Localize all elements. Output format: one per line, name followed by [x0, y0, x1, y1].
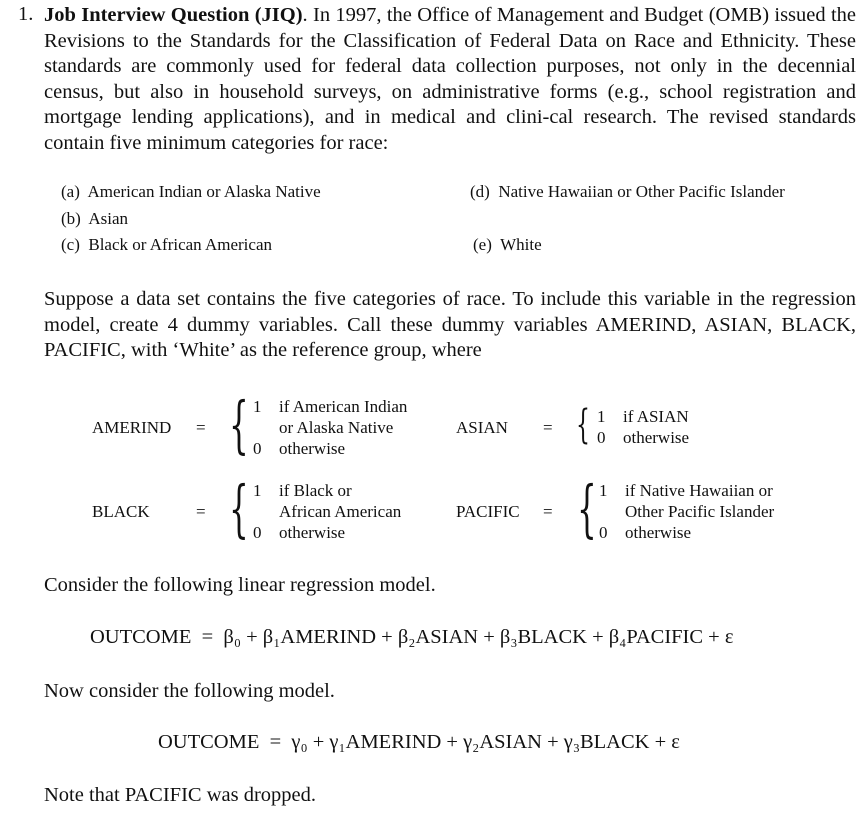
- consider-linear-model: Consider the following linear regression model.: [44, 574, 436, 596]
- category-label: (d): [470, 182, 490, 201]
- pacific-one: 1: [599, 481, 608, 500]
- pacific-zero-text: otherwise: [625, 523, 692, 542]
- pacific-one-text-1: if Native Hawaiian or: [625, 481, 773, 500]
- pacific-zero: 0: [599, 523, 608, 542]
- category-label: (c): [61, 235, 80, 254]
- amerind-zero: 0: [253, 439, 262, 458]
- category-c: [61, 235, 272, 255]
- amerind-brace: {: [229, 388, 249, 461]
- category-label: (b): [61, 209, 81, 228]
- consider-second-model: Now consider the following model.: [44, 680, 335, 702]
- black-brace: {: [229, 472, 249, 545]
- black-equals: =: [196, 502, 206, 521]
- category-text: Black or African American: [88, 235, 272, 254]
- black-one-text-1: if Black or: [279, 481, 352, 500]
- category-label: (e): [473, 235, 492, 254]
- question-title: Job Interview Question (JIQ): [44, 4, 303, 26]
- question-number: 1.: [18, 3, 34, 25]
- black-one-text-2: African American: [279, 502, 402, 521]
- category-text: Asian: [88, 209, 129, 228]
- category-text: Native Hawaiian or Other Pacific Islander: [498, 182, 785, 201]
- category-text: American Indian or Alaska Native: [87, 182, 321, 201]
- amerind-one: 1: [253, 397, 262, 416]
- category-e: [473, 235, 542, 255]
- question-intro-text: . In 1997, the Office of Management and Budget (OMB) issued the Revisions to the Standards for the Classification of Federal Data on Race and Ethnicity. These standards are commonly used for federal data collection purposes, not only in the decennial census, but also in household surveys, on administrative forms (e.g., school registration and mortgage lending applications), and in medical and clini-cal research. The revised standards contain five minimum categories for race:: [44, 4, 856, 154]
- black-name: BLACK: [92, 502, 150, 521]
- category-label: (a): [61, 182, 80, 201]
- amerind-name: AMERIND: [92, 418, 172, 437]
- asian-equals: =: [543, 418, 553, 437]
- pacific-equals: =: [543, 502, 553, 521]
- asian-brace: {: [576, 402, 590, 448]
- pacific-brace: {: [577, 472, 597, 545]
- category-d: [470, 182, 785, 202]
- pacific-name: PACIFIC: [456, 502, 520, 521]
- question-intro: [44, 3, 856, 156]
- asian-one-text: if ASIAN: [623, 407, 689, 426]
- asian-zero-text: otherwise: [623, 428, 690, 447]
- asian-zero: 0: [597, 428, 606, 447]
- category-text: White: [500, 235, 542, 254]
- amerind-one-text-2: or Alaska Native: [279, 418, 394, 437]
- regression-model-1: OUTCOME = β₀ + β₁AMERIND + β₂ASIAN + β₃BLACK + β₄PACIFIC + ε: [90, 626, 734, 648]
- category-a: [61, 182, 321, 202]
- category-b: [61, 209, 128, 229]
- paragraph-dummy-variables: Suppose a data set contains the five categories of race. To include this variable in the regression model, create 4 dummy variables. Call these dummy variables AMERIND, ASIAN, BLACK, PACIFIC, with ‘White’ as the reference group, where: [44, 288, 856, 361]
- black-zero-text: otherwise: [279, 523, 346, 542]
- asian-one: 1: [597, 407, 606, 426]
- amerind-zero-text: otherwise: [279, 439, 346, 458]
- pacific-one-text-2: Other Pacific Islander: [625, 502, 775, 521]
- note-pacific-dropped: Note that PACIFIC was dropped.: [44, 784, 316, 806]
- asian-name: ASIAN: [456, 418, 508, 437]
- amerind-equals: =: [196, 418, 206, 437]
- regression-model-2: OUTCOME = γ₀ + γ₁AMERIND + γ₂ASIAN + γ₃BLACK + ε: [158, 731, 680, 753]
- amerind-one-text-1: if American Indian: [279, 397, 408, 416]
- black-zero: 0: [253, 523, 262, 542]
- black-one: 1: [253, 481, 262, 500]
